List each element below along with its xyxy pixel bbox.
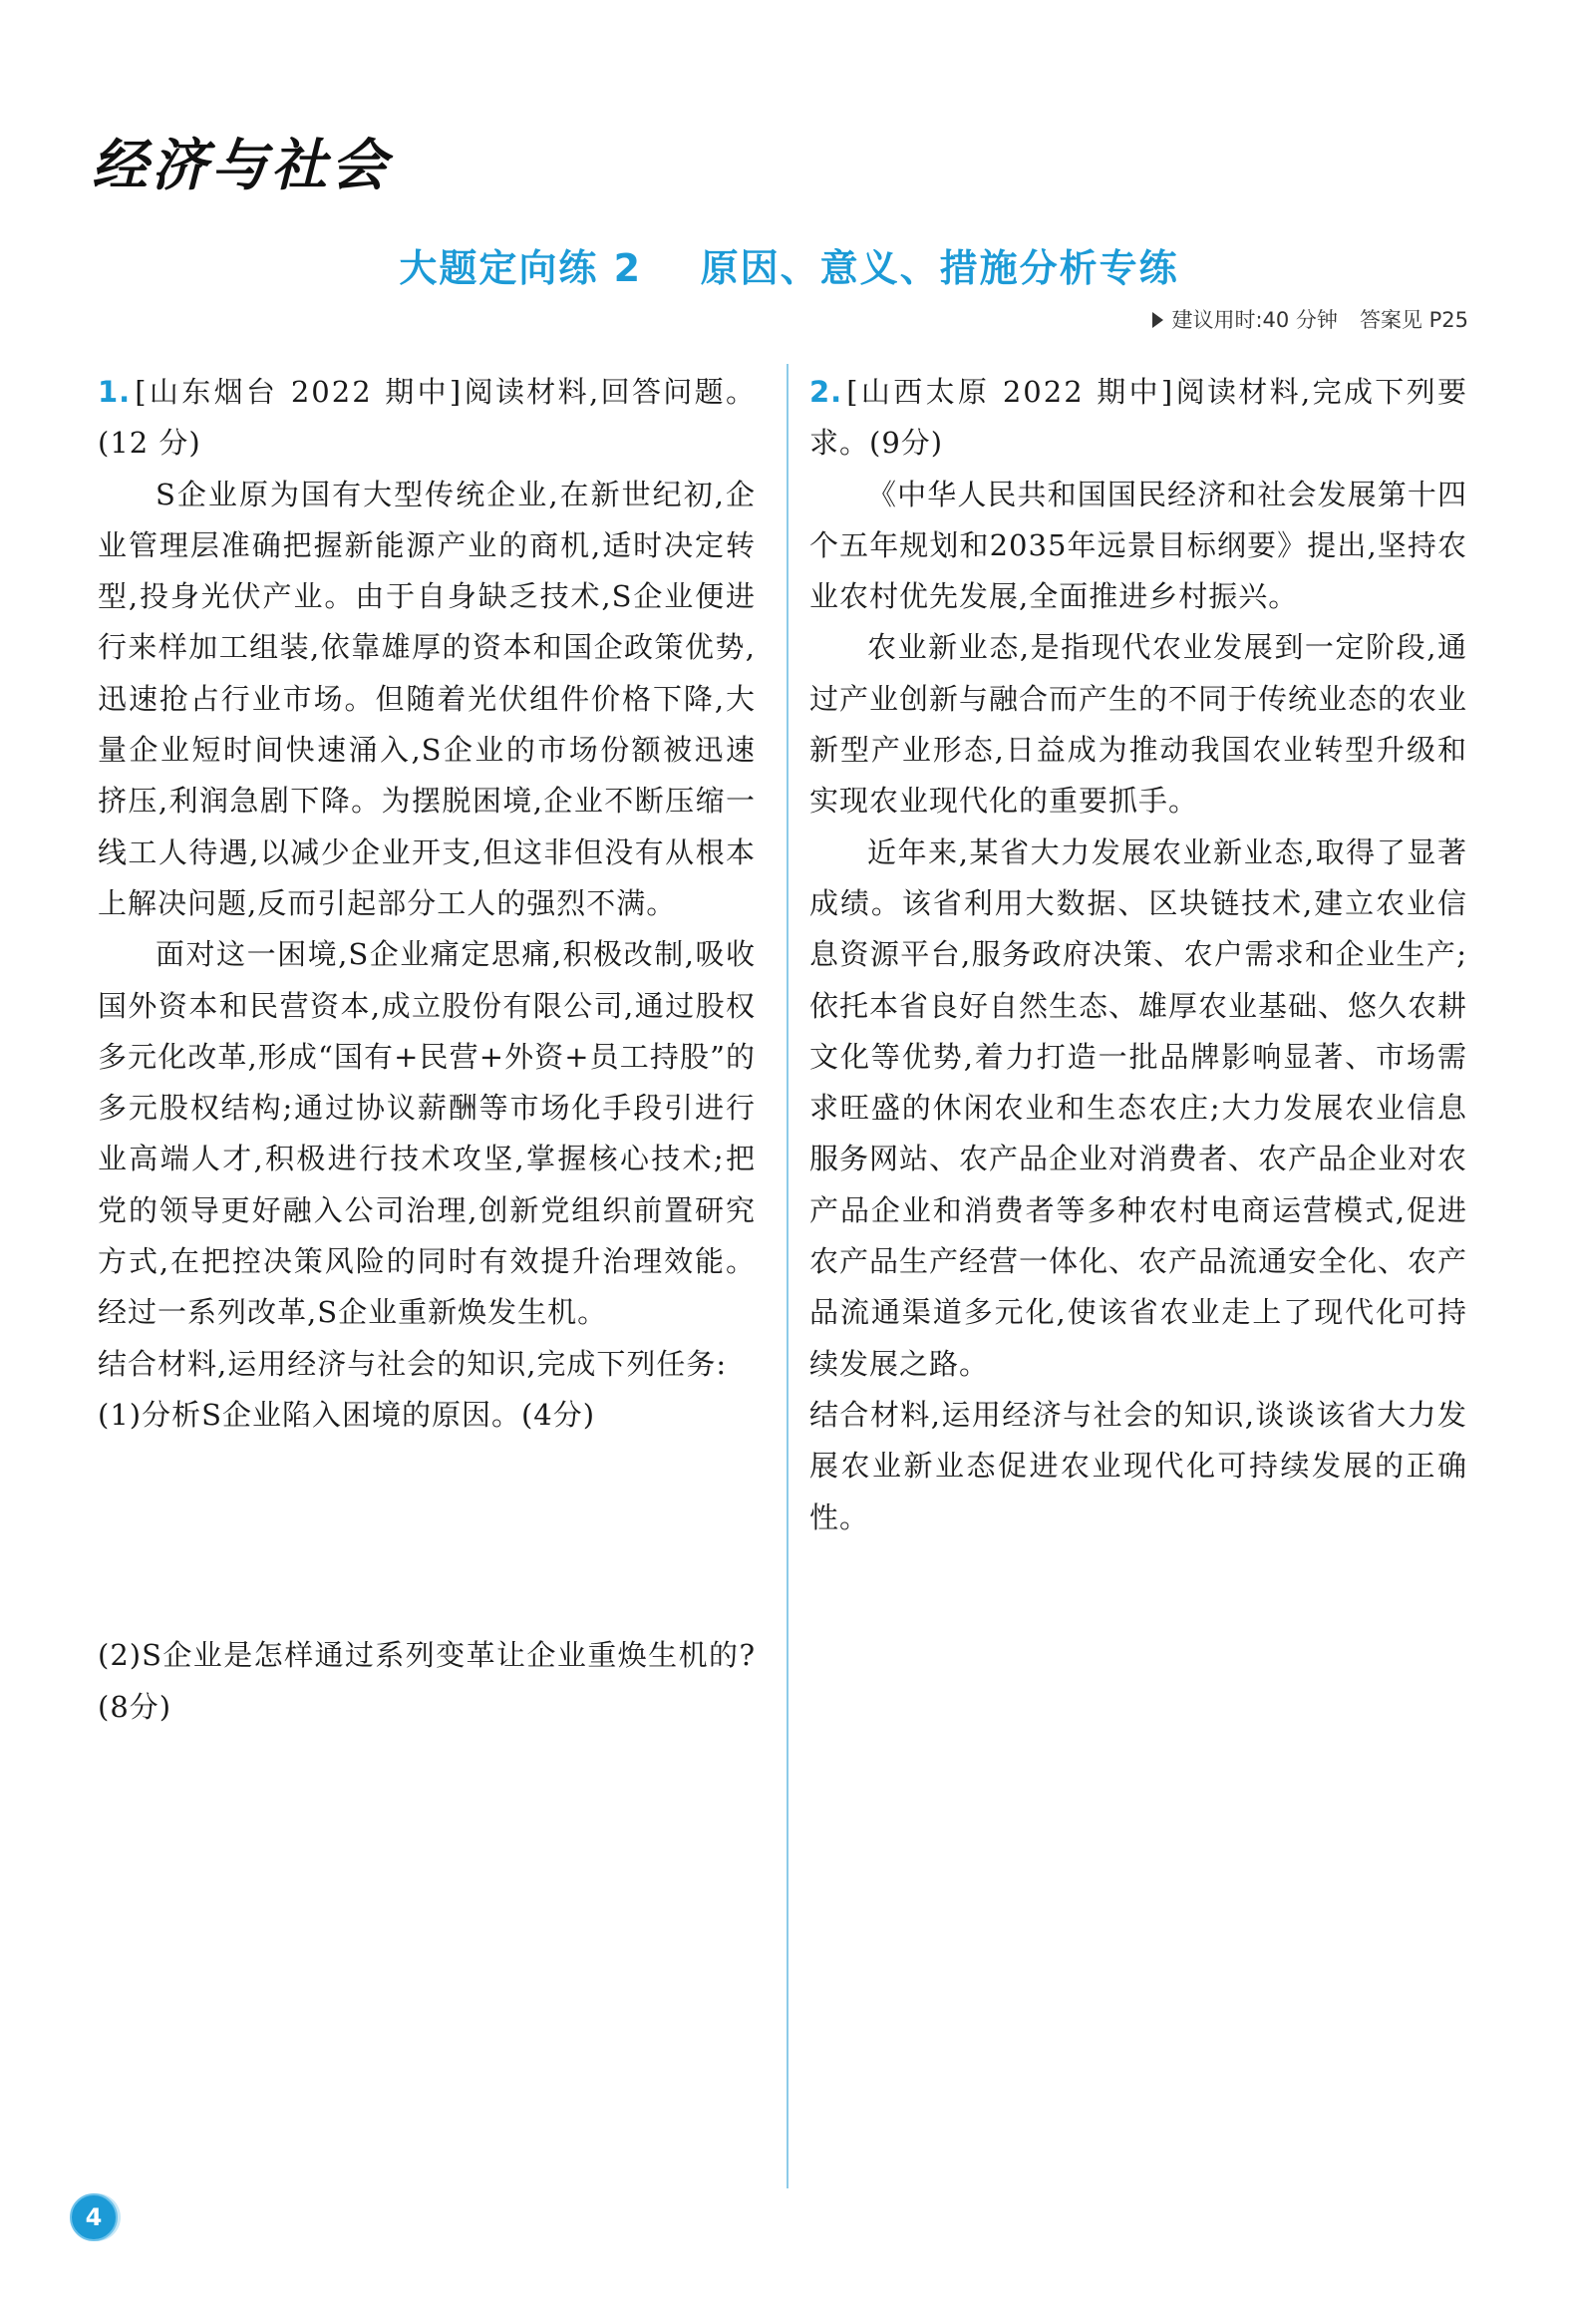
heading-prefix: 大题定向练 xyxy=(399,246,599,290)
page-number: 4 xyxy=(85,2203,103,2231)
answer-space[interactable] xyxy=(98,1441,756,1630)
question-2-material-paragraph: 农业新业态,是指现代农业发展到一定阶段,通过产业创新与融合而产生的不同于传统业态的农业新型产业形态,日益成为推动我国农业转型升级和实现农业现代化的重要抓手。 xyxy=(809,630,1468,819)
section-title: 经济与社会 xyxy=(92,133,391,198)
exercise-heading xyxy=(0,237,1578,292)
page-number-badge xyxy=(70,2193,118,2241)
question-1-header xyxy=(98,367,756,470)
question-1-sub-1: (1)分析S企业陷入困境的原因。(4分) xyxy=(98,1397,596,1432)
question-2-header xyxy=(809,367,1467,470)
question-2-material-paragraph: 《中华人民共和国国民经济和社会发展第十四个五年规划和2035年远景目标纲要》提出,坚持农业农村优先发展,全面推进乡村振兴。 xyxy=(809,477,1467,614)
question-2-task: 结合材料,运用经济与社会的知识,谈谈该省大力发展农业新业态促进农业现代化可持续发展的正确性。 xyxy=(809,1397,1467,1534)
suggested-time: 建议用时:40 分钟 xyxy=(1171,308,1338,332)
question-2-number: 2. xyxy=(809,375,843,409)
question-1-number: 1. xyxy=(98,375,132,409)
heading-number: 2 xyxy=(613,246,643,290)
column-divider xyxy=(787,364,789,2188)
question-1-material-paragraph: S企业原为国有大型传统企业,在新世纪初,企业管理层准确把握新能源产业的商机,适时决定转型,投身光伏产业。由于自身缺乏技术,S企业便进行来样加工组装,依靠雄厚的资本和国企政策优势,迅速抢占行业市场。但随着光伏组件价格下降,大量企业短时间快速涌入,S企业的市场份额被迅速挤压,利润急剧下降。为摆脱困境,企业不断压缩一线工人待遇,以减少企业开支,但这非但没有从根本上解决问题,反而引起部分工人的强烈不满。 xyxy=(98,477,756,920)
question-1-material-paragraph: 面对这一困境,S企业痛定思痛,积极改制,吸收国外资本和民营资本,成立股份有限公司,通过股权多元化改革,形成“国有+民营+外资+员工持股”的多元股权结构;通过协议薪酬等市场化手段引进行业高端人才,积极进行技术攻坚,掌握核心技术;把党的领导更好融入公司治理,创新党组织前置研究方式,在把控决策风险的同时有效提升治理效能。经过一系列改革,S企业重新焕发生机。 xyxy=(98,937,756,1330)
question-1-task: 结合材料,运用经济与社会的知识,完成下列任务: xyxy=(98,1346,728,1381)
question-2 xyxy=(809,367,1467,1543)
play-triangle-icon xyxy=(1152,312,1163,328)
question-2-source: [山西太原 2022 期中] xyxy=(846,375,1175,409)
question-2-prompt: 阅读材料,完成下列要求。(9分) xyxy=(809,375,1467,461)
question-1-sub-2: (2)S企业是怎样通过系列变革让企业重焕生机的?(8分) xyxy=(98,1638,756,1724)
question-1 xyxy=(98,367,756,1733)
question-1-source: [山东烟台 2022 期中] xyxy=(135,375,464,409)
exercise-meta xyxy=(1152,304,1468,334)
question-1-prompt: 阅读材料,回答问题。(12 分) xyxy=(98,375,756,461)
heading-topic: 原因、意义、措施分析专练 xyxy=(700,246,1179,290)
answer-reference: 答案见 P25 xyxy=(1359,308,1468,332)
question-2-material-paragraph: 近年来,某省大力发展农业新业态,取得了显著成绩。该省利用大数据、区块链技术,建立农业信息资源平台,服务政府决策、农户需求和企业生产;依托本省良好自然生态、雄厚农业基础、悠久农耕文化等优势,着力打造一批品牌影响显著、市场需求旺盛的休闲农业和生态农庄;大力发展农业信息服务网站、农产品企业对消费者、农产品企业对农产品企业和消费者等多种农村电商运营模式,促进农产品生产经营一体化、农产品流通安全化、农产品流通渠道多元化,使该省农业走上了现代化可持续发展之路。 xyxy=(809,834,1468,1381)
